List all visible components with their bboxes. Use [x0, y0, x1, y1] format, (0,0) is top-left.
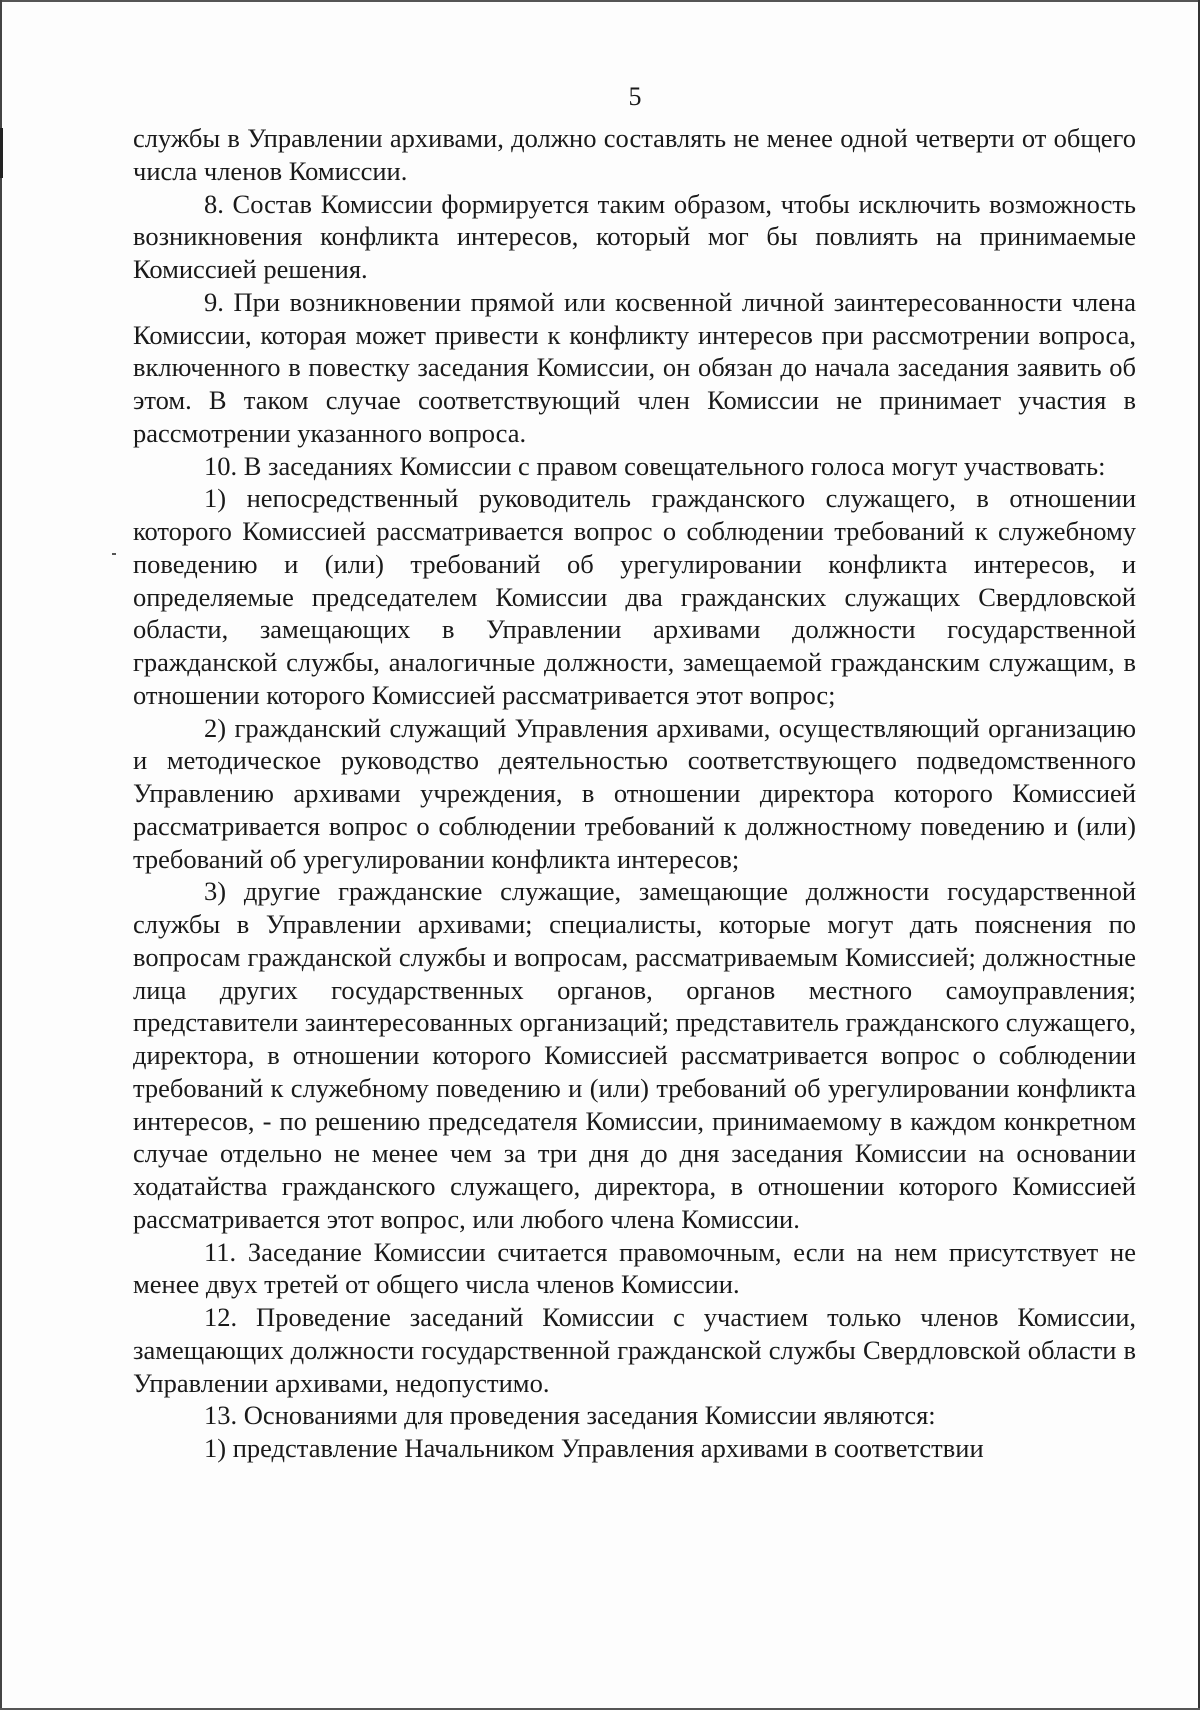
document-body	[133, 122, 1136, 1465]
scan-margin-mark	[0, 128, 3, 178]
paragraph: 8. Состав Комиссии формируется таким образом, чтобы исключить возможность возникновения конфликта интересов, который мог бы повлиять на принимаемые Комиссией решения.	[133, 188, 1136, 284]
paragraph: 9. При возникновении прямой или косвенной личной заинтересованности члена Комиссии, которая может привести к конфликту интересов при рассмотрении вопроса, включенного в повестку заседания Комиссии, он обязан до начала заседания заявить об этом. В таком случае соответствующий член Комиссии не принимает участия в рассмотрении указанного вопроса.	[133, 286, 1136, 448]
paragraph: 2) гражданский служащий Управления архивами, осуществляющий организацию и методическое руководство деятельностью соответствующего подведомственного Управлению архивами учреждения, в отношении директора которого Комиссией рассматривается вопрос о соблюдении требований к должностному поведению и (или) требований об урегулировании конфликта интересов;	[133, 712, 1136, 874]
scan-edge-top	[0, 0, 1200, 2]
paragraph: службы в Управлении архивами, должно составлять не менее одной четверти от общего числа членов Комиссии.	[133, 123, 1136, 186]
paragraph: 13. Основаниями для проведения заседания Комиссии являются:	[204, 1400, 936, 1431]
paragraph: 11. Заседание Комиссии считается правомочным, если на нем присутствует не менее двух третей от общего числа членов Комиссии.	[133, 1236, 1136, 1300]
paragraph: 10. В заседаниях Комиссии с правом совещательного голоса могут участвовать:	[204, 450, 1106, 481]
paragraph: 1) непосредственный руководитель гражданского служащего, в отношении которого Комиссией рассматривается вопрос о соблюдении требований к служебному поведению и (или) требований об урегулировании конфликта интересов, и определяемые председателем Комиссии два гражданских служащих Свердловской области, замещающих в Управлении архивами должности государственной гражданской службы, аналогичные должности, замещаемой гражданским служащим, в отношении которого Комиссией рассматривается этот вопрос;	[133, 483, 1136, 710]
paragraph: 12. Проведение заседаний Комиссии с участием только членов Комиссии, замещающих должности государственной гражданской службы Свердловской области в Управлении архивами, недопустимо.	[133, 1302, 1136, 1398]
scan-edge-left	[0, 0, 2, 1710]
paragraph: 1) представление Начальником Управления архивами в соответствии	[204, 1433, 984, 1463]
paragraph: 3) другие гражданские служащие, замещающие должности государственной службы в Управлении архивами; специалисты, которые могут дать пояснения по вопросам гражданской службы и вопросам, рассматриваемым Комиссией; должностные лица других государственных органов, органов местного самоуправления; представители заинтересованных организаций; представитель гражданского служащего, директора, в отношении которого Комиссией рассматривается вопрос о соблюдении требований к служебному поведению и (или) требований об урегулировании конфликта интересов, - по решению председателя Комиссии, принимаемому в каждом конкретном случае отдельно не менее чем за три дня до дня заседания Комиссии на основании ходатайства гражданского служащего, директора, в отношении которого Комиссией рассматривается этот вопрос, или любого члена Комиссии.	[133, 876, 1136, 1234]
page-number: 5	[628, 82, 642, 111]
scan-speck	[112, 553, 116, 555]
